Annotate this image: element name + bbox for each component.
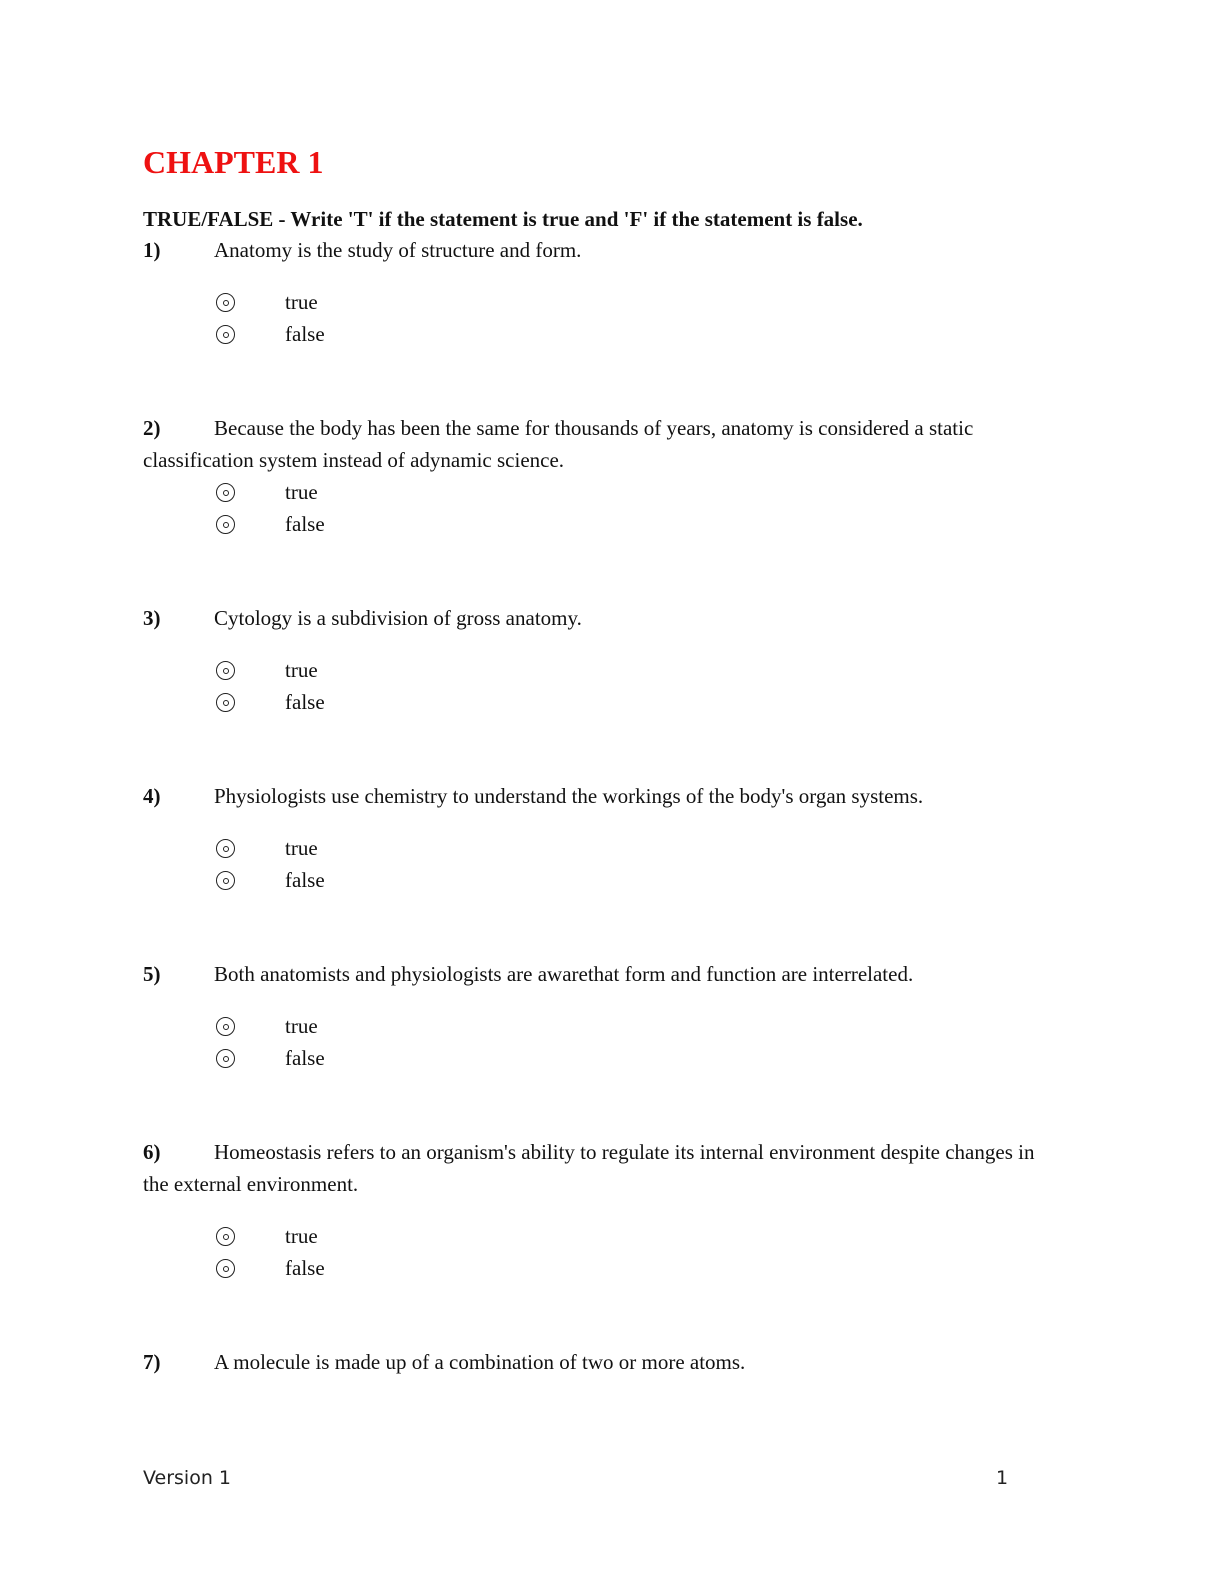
option-label: false [285, 690, 325, 714]
footer-version: Version 1 [143, 1467, 231, 1489]
footer-page-number: 1 [996, 1467, 1009, 1489]
question-number: 5) [143, 962, 161, 986]
question-6 [143, 1137, 1043, 1200]
question-5-options [214, 1010, 514, 1074]
radio-icon[interactable] [216, 1259, 235, 1278]
question-text: Cytology is a subdivision of gross anatomy. [214, 606, 582, 630]
question-4 [143, 781, 1043, 813]
question-number: 2) [143, 416, 161, 440]
question-text: A molecule is made up of a combination of two or more atoms. [214, 1350, 746, 1374]
question-1-options [214, 286, 514, 350]
question-number: 3) [143, 606, 161, 630]
option-label: true [285, 480, 318, 504]
option-false[interactable] [214, 1042, 514, 1074]
question-number: 4) [143, 784, 161, 808]
option-false[interactable] [214, 864, 514, 896]
question-4-options [214, 832, 514, 896]
radio-icon[interactable] [216, 693, 235, 712]
option-false[interactable] [214, 1252, 514, 1284]
radio-icon[interactable] [216, 1227, 235, 1246]
option-label: false [285, 1256, 325, 1280]
question-number: 7) [143, 1350, 161, 1374]
instructions-heading: TRUE/FALSE - Write 'T' if the statement is true and 'F' if the statement is false. [143, 207, 863, 231]
radio-icon[interactable] [216, 871, 235, 890]
radio-icon[interactable] [216, 325, 235, 344]
question-number: 1) [143, 238, 161, 262]
question-number: 6) [143, 1140, 161, 1164]
option-true[interactable] [214, 832, 514, 864]
option-true[interactable] [214, 286, 514, 318]
option-label: true [285, 836, 318, 860]
option-label: false [285, 512, 325, 536]
radio-icon[interactable] [216, 1017, 235, 1036]
option-true[interactable] [214, 476, 514, 508]
option-label: true [285, 658, 318, 682]
radio-icon[interactable] [216, 1049, 235, 1068]
question-text: Both anatomists and physiologists are awarethat form and function are interrelated. [214, 962, 914, 986]
question-2 [143, 413, 1043, 476]
question-3 [143, 603, 1043, 635]
question-text: Because the body has been the same for thousands of years, anatomy is considered a static classification system instead of adynamic science. [143, 416, 974, 472]
option-true[interactable] [214, 1010, 514, 1042]
radio-icon[interactable] [216, 515, 235, 534]
question-text: Homeostasis refers to an organism's ability to regulate its internal environment despite changes in the external environment. [143, 1140, 1035, 1196]
question-1 [143, 235, 1043, 267]
option-true[interactable] [214, 654, 514, 686]
option-label: false [285, 322, 325, 346]
radio-icon[interactable] [216, 293, 235, 312]
option-label: true [285, 1014, 318, 1038]
question-text: Physiologists use chemistry to understand the workings of the body's organ systems. [214, 784, 924, 808]
question-7 [143, 1347, 1043, 1379]
option-false[interactable] [214, 318, 514, 350]
option-false[interactable] [214, 508, 514, 540]
radio-icon[interactable] [216, 483, 235, 502]
option-label: true [285, 290, 318, 314]
chapter-title: CHAPTER 1 [143, 144, 324, 180]
question-text: Anatomy is the study of structure and form. [214, 238, 582, 262]
radio-icon[interactable] [216, 839, 235, 858]
option-label: false [285, 1046, 325, 1070]
option-true[interactable] [214, 1220, 514, 1252]
question-5 [143, 959, 1043, 991]
option-label: true [285, 1224, 318, 1248]
option-label: false [285, 868, 325, 892]
question-2-options [214, 476, 514, 540]
option-false[interactable] [214, 686, 514, 718]
question-6-options [214, 1220, 514, 1284]
question-3-options [214, 654, 514, 718]
radio-icon[interactable] [216, 661, 235, 680]
